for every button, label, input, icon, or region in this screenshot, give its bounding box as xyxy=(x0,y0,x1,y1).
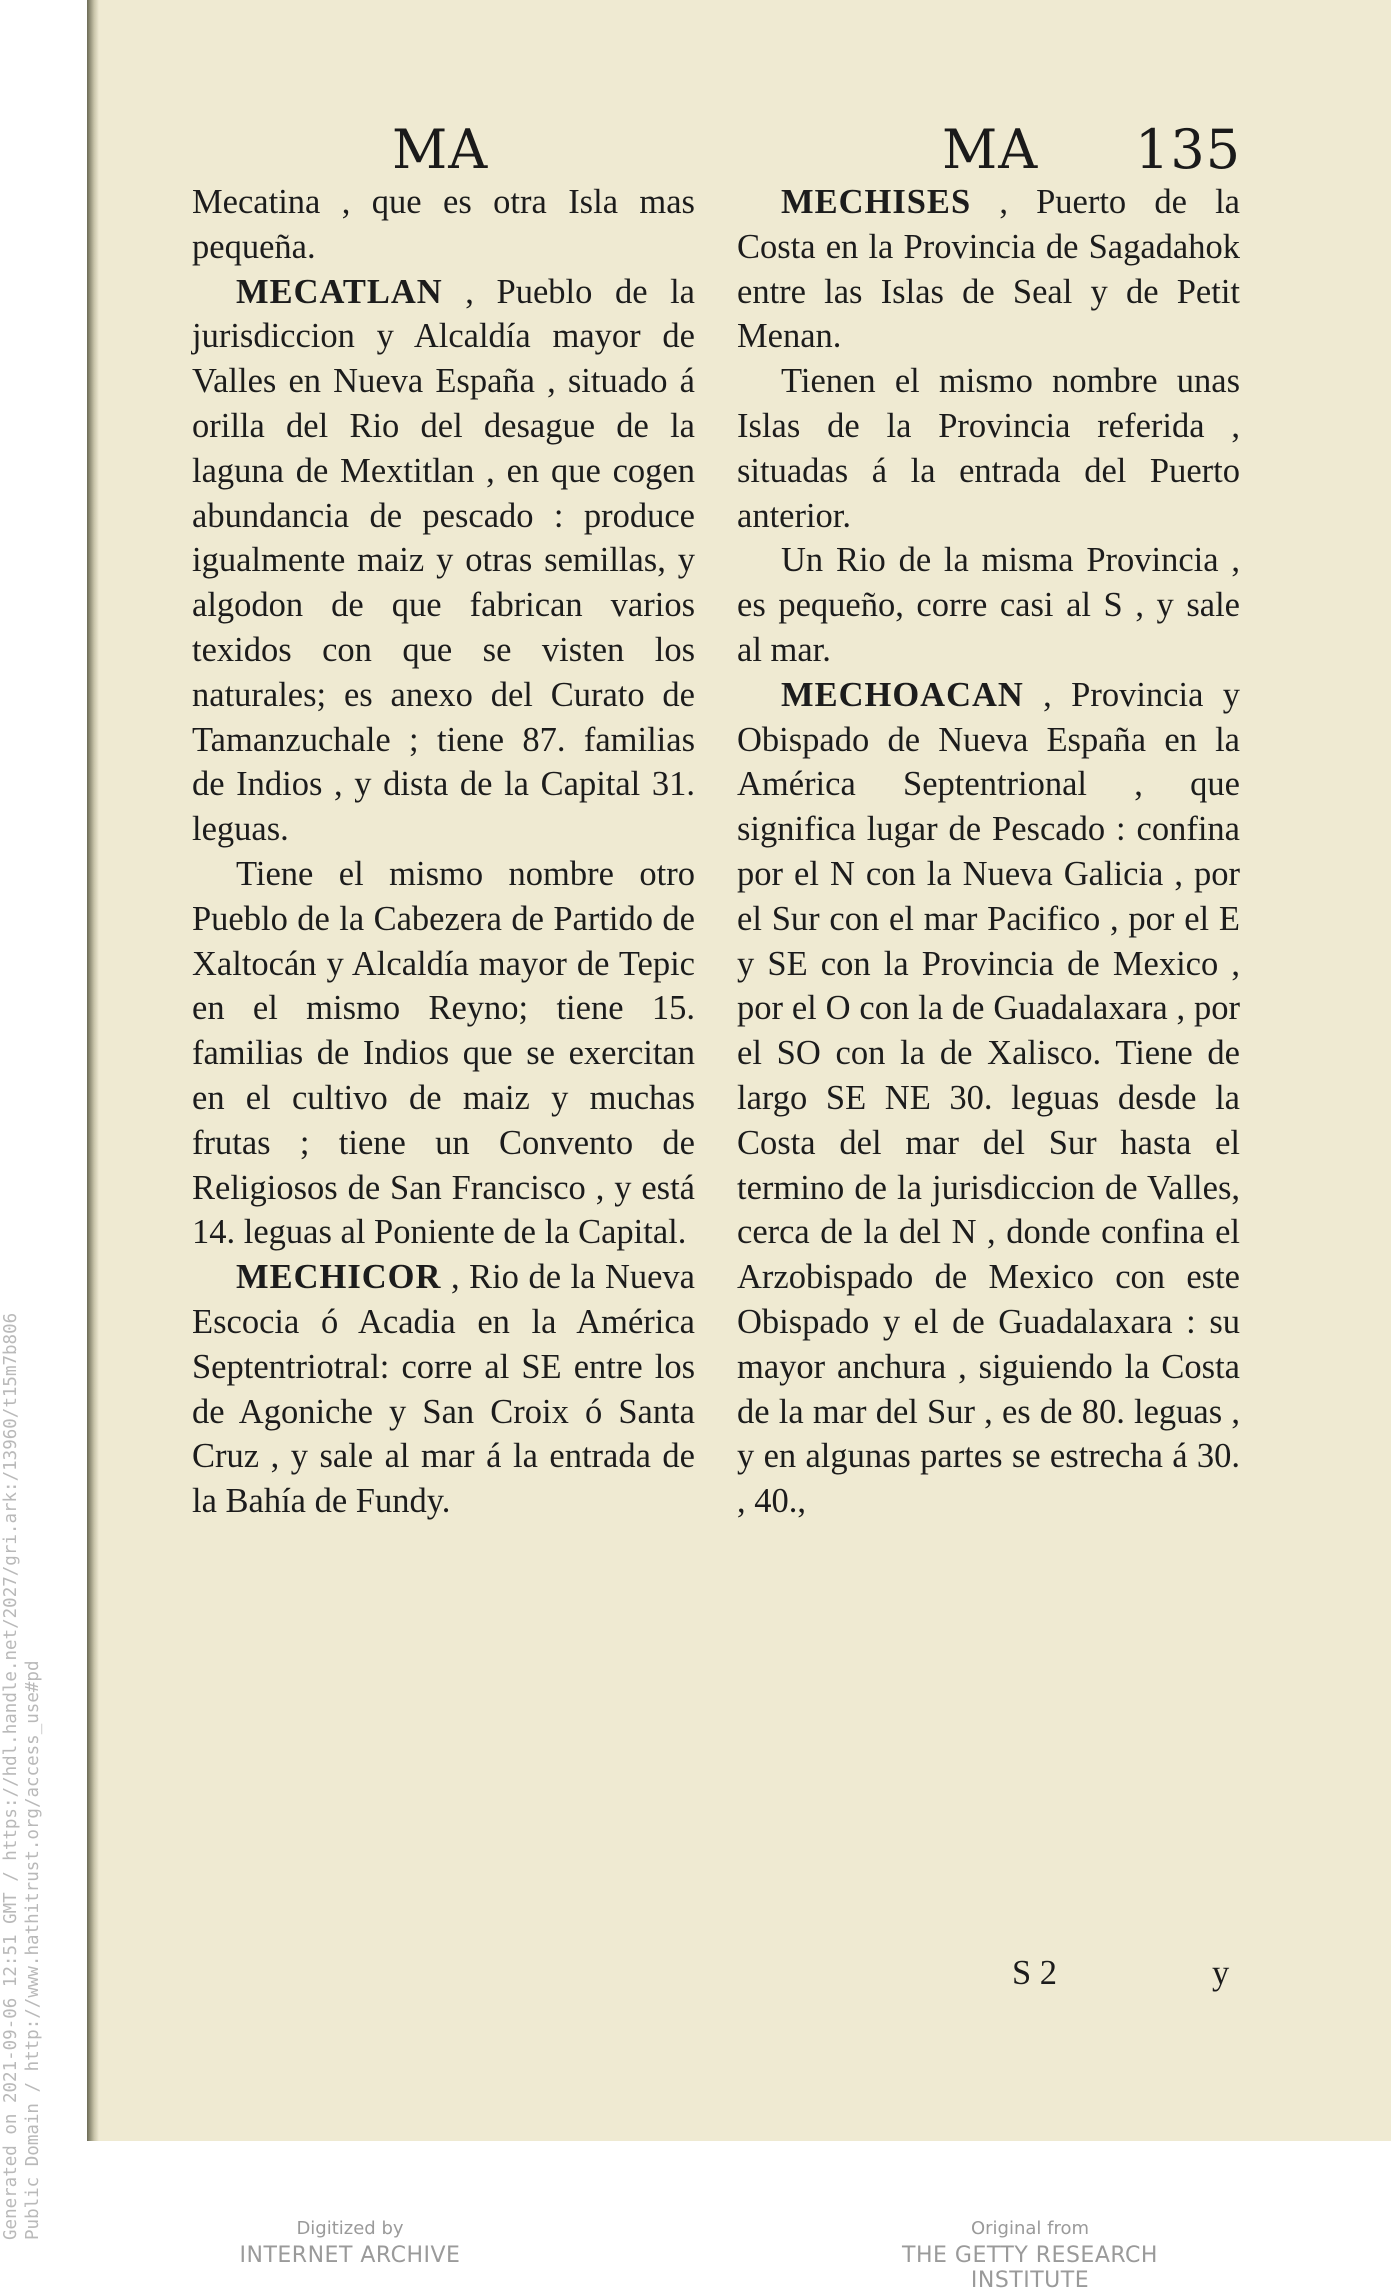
entry-headword: MECHOACAN xyxy=(781,675,1024,714)
continued-text: Mecatina , que es otra Isla mas pequeña. xyxy=(192,183,695,266)
running-head-left: MA xyxy=(392,118,489,181)
paragraph: Tienen el mismo nombre unas Islas de la Provincia referida , situadas á la entrada del Puerto anterior. xyxy=(737,362,1240,535)
dictionary-entry xyxy=(737,673,1240,1524)
entry-text: , Rio de la Nueva Escocia ó Acadia en la América Septentriotral: corre al SE entre los de Agoniche y San Croix ó Santa Cruz , y sale al mar á la entrada de la Bahía de Fundy. xyxy=(192,1258,695,1521)
paragraph: Tiene el mismo nombre otro Pueblo de la Cabezera de Partido de Xaltocán y Alcaldía mayor de Tepic en el mismo Reyno; tiene 15. familias de Indios que se exercitan en el cultivo de maiz y muchas frutas ; tiene un Convento de Religiosos de San Francisco , y está 14. leguas al Poniente de la Capital. xyxy=(192,854,695,1252)
original-from-credit xyxy=(840,2218,1220,2293)
credit-label: Original from xyxy=(970,2218,1090,2239)
watermark-line-2: Public Domain / http://www.hathitrust.org/access_use#pd xyxy=(23,1660,43,2240)
credit-label: Digitized by xyxy=(296,2218,404,2239)
catchword: y xyxy=(1212,1954,1230,1992)
signature-mark: S 2 xyxy=(1012,1954,1058,1992)
paragraph: Un Rio de la misma Provincia , es pequeño, corre casi al S , y sale al mar. xyxy=(737,541,1240,669)
hathitrust-watermark xyxy=(0,1313,44,2240)
page-number: 135 xyxy=(1135,118,1242,181)
dictionary-entry xyxy=(737,180,1240,359)
entry-headword: MECHICOR xyxy=(236,1258,442,1297)
watermark-line-1: Generated on 2021-09-06 12:51 GMT / https://hdl.handle.net/2027/gri.ark:/13960/t15m7b806 xyxy=(1,1312,21,2240)
dictionary-entry xyxy=(192,1255,695,1524)
right-text-column xyxy=(737,180,1240,1524)
entry-text: , Provincia y Obispado de Nueva España en la América Septentrional , que significa lugar de Pescado : confina por el N con la Nueva Galicia , por el Sur con el mar Pacifico , por el E y SE con la Provincia de Mexico , por el O con la de Guadalaxara , por el SO con la de Xalisco. Tiene de largo SE NE 30. leguas desde la Costa del mar del Sur hasta el termino de la jurisdiccion de Valles, cerca de la del N , donde confina el Arzobispado de Mexico con este Obispado y el de Guadalaxara : su mayor anchura , siguiendo la Costa de la mar del Sur , es de 80. leguas , y en algunas partes se estrecha á 30. , 40., xyxy=(737,675,1240,1521)
dictionary-entry xyxy=(192,270,695,852)
entry-text: , Puerto de la Costa en la Provincia de Sagadahok entre las Islas de Seal y de Petit Menan. xyxy=(737,183,1240,356)
entry-text: , Pueblo de la jurisdiccion y Alcaldía mayor de Valles en Nueva España , situado á orilla del Rio del desague de la laguna de Mextitlan , en que cogen abundancia de pescado : produce igualmente maiz y otras semillas, y algodon de que fabrican varios texidos con que se visten los naturales; es anexo del Curato de Tamanzuchale ; tiene 87. familias de Indios , y dista de la Capital 31. leguas. xyxy=(192,272,695,849)
digitized-by-credit xyxy=(220,2218,480,2268)
credit-name: THE GETTY RESEARCH INSTITUTE xyxy=(902,2243,1158,2293)
left-text-column xyxy=(192,180,695,1524)
running-head-right: MA xyxy=(942,118,1039,181)
credit-name: INTERNET ARCHIVE xyxy=(239,2243,461,2268)
entry-headword: MECATLAN xyxy=(236,272,443,311)
entry-headword: MECHISES xyxy=(781,183,972,221)
book-page xyxy=(87,0,1391,2141)
